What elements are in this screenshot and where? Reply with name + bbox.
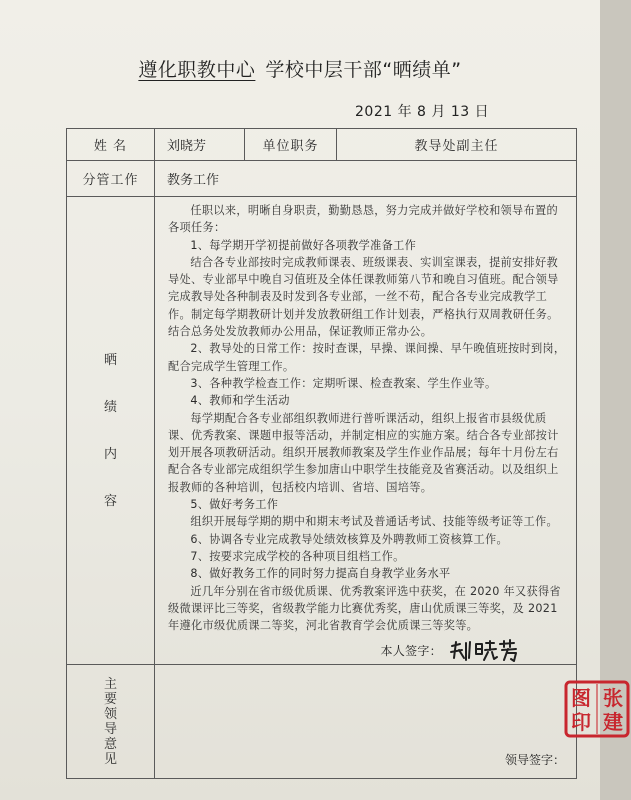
content-cell [155, 197, 577, 665]
opinion-label-char: 见 [103, 751, 117, 767]
position-label: 单位职务 [245, 129, 337, 161]
duty-row [67, 161, 577, 197]
content-item-heading: 1、每学期开学初提前做好各项教学准备工作 [190, 238, 417, 252]
handwritten-signature-icon [448, 638, 520, 664]
content-label-char: 绩 [103, 399, 117, 415]
opinion-label-char: 意 [103, 736, 117, 752]
opinion-row [67, 665, 577, 779]
performance-form-table [66, 128, 623, 779]
svg-text:张: 张 [603, 686, 623, 711]
opinion-label-char: 要 [103, 691, 117, 707]
red-seal-stamp-icon [563, 679, 631, 739]
content-body [155, 197, 576, 664]
opinion-label-char: 领 [103, 706, 117, 722]
title-text: 学校中层干部“晒绩单” [265, 59, 462, 81]
content-vertical-label [67, 197, 155, 665]
svg-text:印: 印 [571, 710, 591, 735]
self-signature-label: 本人签字： [380, 643, 442, 658]
content-row [67, 197, 577, 665]
position-value: 教导处副主任 [337, 129, 577, 161]
document-title [0, 55, 600, 82]
duty-label: 分管工作 [67, 161, 155, 197]
content-paragraph: 结合各专业部按时完成教师课表、班级课表、实训室课表，提前安排好教导处、专业部早中晚自习值班及全体任课教师第八节和晚自习值班。配合领导完成教导处各种制表及时发到各专业部，一丝不苟，配合各专业完成教学工作。制定每学期教研计划并发放教研组工作计划表，严格执行双周教研任务。结合总务处发放教师办公用品，保证教师正常办公。 [168, 255, 559, 339]
name-label: 姓 名 [67, 129, 155, 161]
content-item-heading: 4、教师和学生活动 [190, 394, 290, 408]
name-value: 刘晓芳 [155, 129, 245, 161]
leader-signature-label: 领导签字： [505, 753, 566, 768]
title-organization: 遵化职教中心 [138, 59, 256, 81]
content-paragraph: 3、各种教学检查工作：定期听课、检查教案、学生作业等。 [190, 376, 497, 390]
content-paragraph: 任职以来，明晰自身职责，勤勤恳恳，努力完成并做好学校和领导布置的各项任务： [168, 204, 558, 235]
opinion-label-char: 导 [103, 721, 117, 737]
content-paragraph: 组织开展每学期的期中和期末考试及普通话考试、技能等级考证等工作。 [190, 515, 558, 529]
opinion-vertical-label [67, 665, 155, 779]
document-date: 2021 年 8 月 13 日 [355, 104, 490, 120]
self-signature-line [168, 638, 566, 664]
opinion-label-char: 主 [103, 676, 117, 692]
content-label-char: 内 [103, 446, 117, 462]
opinion-cell [155, 665, 623, 779]
content-paragraph: 近几年分别在省市级优质课、优秀教案评选中获奖，在 2020 年又获得省级微课评比三等奖，省级教学能力比赛优秀奖，唐山优质课三等奖，及 2021 年遵化市级优质课二等奖，河北省教育学会优质课三等奖等。 [168, 584, 561, 633]
svg-text:图: 图 [571, 686, 591, 711]
content-item-heading: 8、做好教务工作的同时努力提高自身教学业务水平 [190, 567, 451, 581]
content-paragraph: 2、教导处的日常工作：按时查课，早操、课间操、早午晚值班按时到岗，配合完成学生管理工作。 [168, 342, 566, 373]
content-paragraph: 6、协调各专业完成教导处绩效核算及外聘教师工资核算工作。 [190, 532, 508, 546]
name-row [67, 129, 577, 161]
duty-value: 教务工作 [155, 161, 577, 197]
content-label-char: 容 [103, 493, 117, 509]
svg-text:建: 建 [603, 710, 623, 735]
content-paragraph: 每学期配合各专业部组织教师进行普听课活动，组织上报省市县级优质课、优秀教案、课题申报等活动，并制定相应的实施方案。结合各专业部按计划开展各项教研活动。组织开展教师教案及学生作业作品展；每年十月份左右配合各专业部完成组织学生参加唐山中职学生技能竞及省赛活动。以及组织上报教师的各种培训，包括校内培训、省培、国培等。 [168, 411, 559, 494]
content-paragraph: 7、按要求完成学校的各种项目组档工作。 [190, 549, 405, 563]
content-item-heading: 5、做好考务工作 [190, 498, 279, 512]
content-label-char: 晒 [103, 352, 117, 368]
